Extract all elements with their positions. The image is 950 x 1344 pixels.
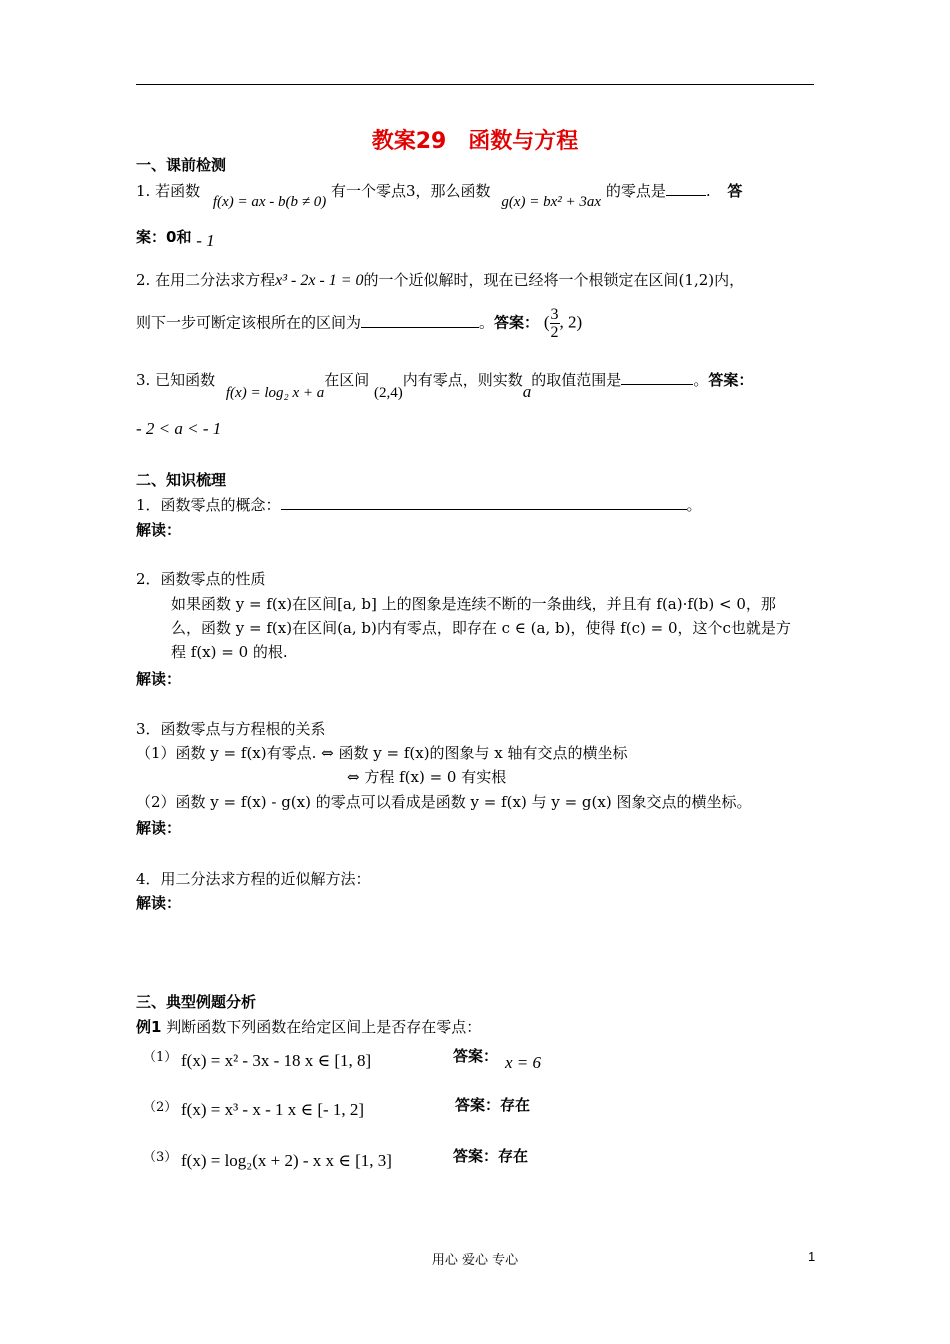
example-1-intro <box>136 1016 481 1037</box>
q1-text-b: 有一个零点3，那么函数 <box>330 182 491 200</box>
jiedu-4: 解读： <box>136 894 182 912</box>
q2-text-b: 的一个近似解时，现在已经将一个根锁定在区间(1,2)内， <box>363 271 745 289</box>
example-item-2-answer: 存在 <box>500 1096 531 1114</box>
header-rule <box>136 84 814 85</box>
knowledge-3: 3．函数零点与方程根的关系 <box>136 720 326 738</box>
q2-answer-open: ( <box>543 312 550 332</box>
q3-text-b: 在区间 <box>324 371 370 389</box>
example-item-2-expression: f(x) = x³ - x - 1 x ∈ [- 1, 2] <box>181 1100 365 1119</box>
question-2-line-2 <box>136 306 582 341</box>
knowledge-2-line-1: 如果函数 y = f(x)在区间[a, b] 上的图象是连续不断的一条曲线，并且有 f(a)·f(b) < 0，那 <box>171 595 776 613</box>
q1-text-a: 1. 若函数 <box>136 182 201 200</box>
jiedu-2: 解读： <box>136 670 182 688</box>
k1-text: 1．函数零点的概念： <box>136 496 281 514</box>
knowledge-2-line-3: 程 f(x) = 0 的根. <box>171 643 288 661</box>
example-item-1-number: （1） <box>143 1050 178 1065</box>
q2-answer-denominator: 2 <box>550 324 559 341</box>
knowledge-2: 2．函数零点的性质 <box>136 570 266 588</box>
question-1-line-1 <box>136 180 743 210</box>
q2-text-a: 2. 在用二分法求方程 <box>136 271 276 289</box>
example-item-1-expression: f(x) = x² - 3x - 18 x ∈ [1, 8] <box>181 1051 372 1070</box>
jiedu-1: 解读： <box>136 521 182 539</box>
q1-function-g: g(x) = bx² + 3ax <box>501 194 602 210</box>
knowledge-2-line-2: 么，函数 y = f(x)在区间(a, b)内有零点，即存在 c ∈ (a, b)，使得 f(c) = 0，这个c也就是方 <box>171 619 791 637</box>
q2-text-c: 则下一步可断定该根所在的区间为 <box>136 313 362 332</box>
knowledge-3-line-3: （2）函数 y = f(x) - g(x) 的零点可以看成是函数 y = f(x) 与 y = g(x) 图象交点的横坐标。 <box>136 793 752 811</box>
q2-answer-fraction <box>550 306 560 341</box>
k1-blank <box>281 495 687 510</box>
q1-function-f: f(x) = ax - b(b ≠ 0) <box>212 194 327 210</box>
example-text: 判断函数下列函数在给定区间上是否存在零点： <box>161 1018 482 1036</box>
page-title: 教案29 函数与方程 <box>371 129 579 154</box>
example-item-3-answer-label-text: 答案： <box>453 1147 499 1165</box>
example-item-3-expression: f(x) = log₂(x + 2) - x x ∈ [1, 3] <box>181 1151 392 1170</box>
page-footer: 用心 爱心 专心 <box>431 1253 519 1268</box>
example-label: 例1 <box>136 1018 162 1036</box>
knowledge-3-line-1: （1）函数 y = f(x)有零点. ⇔ 函数 y = f(x)的图象与 x 轴有交点的横坐标 <box>136 744 628 762</box>
q1-answer-label: 答 <box>727 182 743 200</box>
k1-end: 。 <box>686 496 702 514</box>
q3-text-c: 内有零点，则实数 <box>402 371 523 389</box>
example-item-3-number: （3） <box>143 1150 178 1165</box>
q3-variable: a <box>522 382 532 401</box>
q3-answer: - 2 < a < - 1 <box>136 419 222 438</box>
section-heading-3: 三、典型例题分析 <box>136 993 257 1011</box>
knowledge-3-line-2: ⇔ 方程 f(x) = 0 有实根 <box>347 768 507 786</box>
question-3-line-1 <box>136 369 754 401</box>
example-item-2-number: （2） <box>143 1100 178 1115</box>
q3-answer-blank <box>621 370 693 385</box>
example-item-1-answer-label: 答案： <box>453 1047 499 1065</box>
question-2-line-1 <box>136 269 744 290</box>
q3-text-d: 的取值范围是 <box>531 371 622 389</box>
page-number: 1 <box>808 1249 816 1264</box>
q1-answer-blank <box>666 181 706 196</box>
example-item-3-answer-label <box>453 1145 528 1166</box>
section-heading-1: 一、课前检测 <box>136 156 227 174</box>
q3-answer-label: 答案： <box>708 371 754 389</box>
q1-text-d: . <box>705 182 711 200</box>
section-heading-2: 二、知识梳理 <box>136 471 227 489</box>
q2-answer-label: 答案： <box>494 313 540 332</box>
q1-answer: 0和 <box>166 228 192 246</box>
q3-text-e: 。 <box>693 371 709 389</box>
q3-interval: (2,4) <box>374 385 403 401</box>
knowledge-1 <box>136 494 702 515</box>
q3-function: f(x) = log₂ x + a <box>225 385 325 401</box>
example-item-2-answer-label-text: 答案： <box>455 1096 501 1114</box>
knowledge-4: 4．用二分法求方程的近似解方法： <box>136 870 371 888</box>
q1-answer-math: - 1 <box>196 231 215 250</box>
example-item-1-answer: x = 6 <box>505 1053 542 1072</box>
q1-text-c: 的零点是 <box>605 182 666 200</box>
q2-answer-blank <box>361 313 479 328</box>
example-item-3-answer: 存在 <box>498 1147 529 1165</box>
q2-equation: x³ - 2x - 1 = 0 <box>275 272 364 289</box>
question-1-line-2 <box>136 226 215 250</box>
q2-answer-tail: , 2) <box>559 312 583 332</box>
q3-text-a: 3. 已知函数 <box>136 371 216 389</box>
q2-answer-numerator: 3 <box>550 306 559 323</box>
example-item-2-answer-label <box>455 1094 530 1115</box>
jiedu-3: 解读： <box>136 819 182 837</box>
q1-answer-label-2: 案： <box>136 228 167 246</box>
q2-text-d: 。 <box>479 313 495 332</box>
